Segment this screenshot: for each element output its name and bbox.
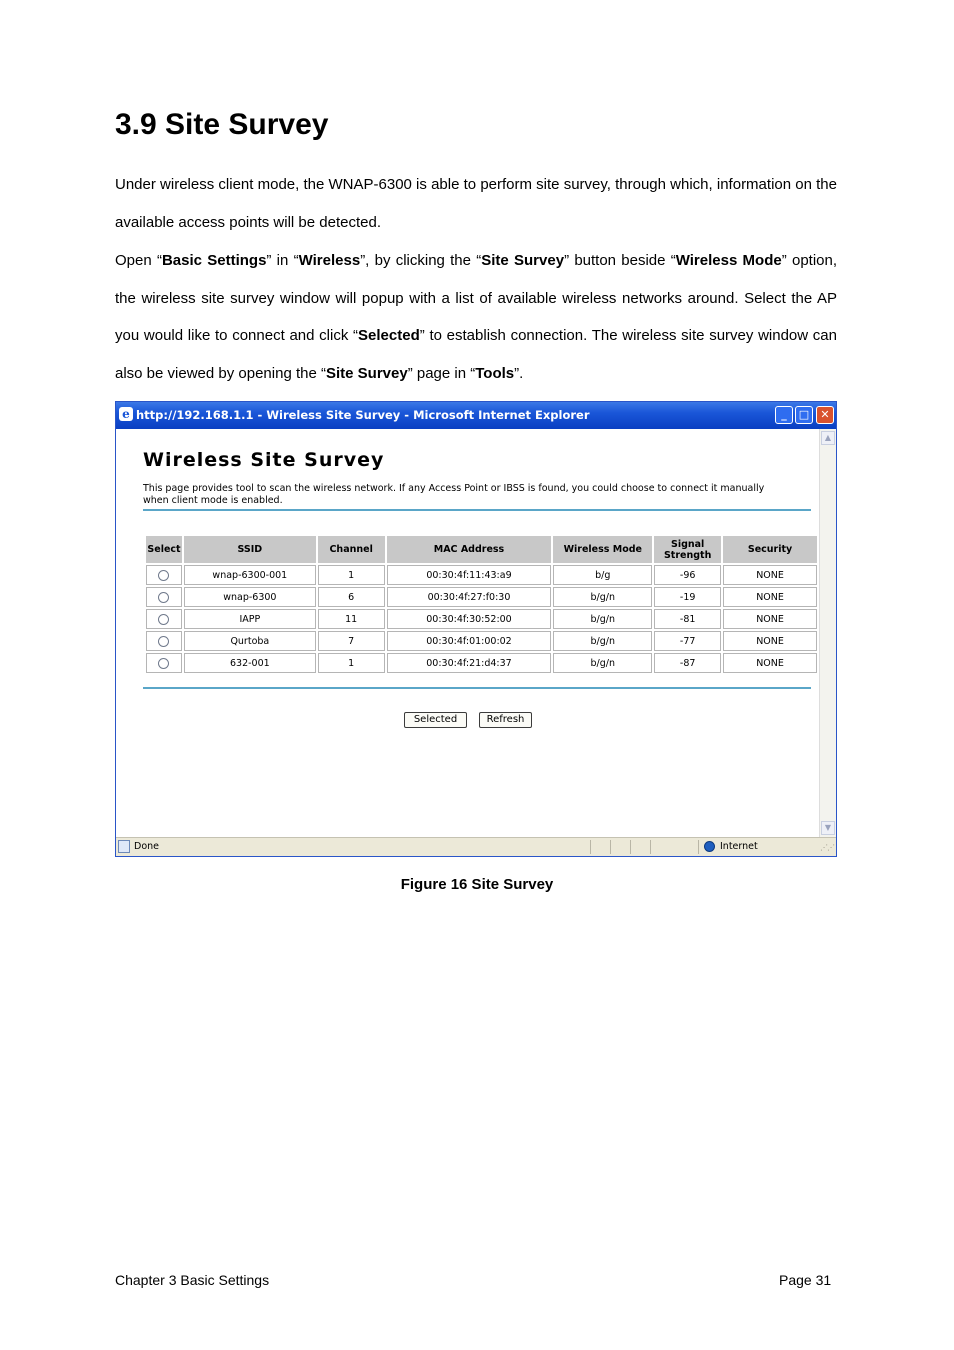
globe-icon [704,841,715,852]
survey-title: Wireless Site Survey [143,449,385,471]
page-icon [118,840,130,853]
select-radio[interactable] [158,570,169,581]
bold-wireless: Wireless [298,252,361,269]
minimize-button[interactable]: _ [775,406,793,424]
bold-site-survey-2: Site Survey [325,364,408,382]
security-cell: NONE [723,609,817,629]
survey-table [144,534,819,675]
mac-cell: 00:30:4f:30:52:00 [387,609,552,629]
scroll-up-icon[interactable]: ▲ [821,431,835,445]
bold-wireless-mode: Wireless Mode [675,252,782,269]
status-text: Done [134,841,159,852]
mode-cell: b/g [553,565,652,585]
table-row [146,653,817,673]
page-content [116,429,819,837]
browser-window-screenshot [115,401,837,857]
status-bar [116,837,836,856]
col-mac: MAC Address [387,536,552,563]
status-divider [610,840,611,854]
mac-cell: 00:30:4f:21:d4:37 [387,653,552,673]
bold-selected: Selected [358,327,420,344]
security-zone-text: Internet [720,841,758,852]
ssid-cell: wnap-6300-001 [184,565,316,585]
bold-site-survey: Site Survey [481,252,565,269]
mac-cell: 00:30:4f:01:00:02 [387,631,552,651]
table-row [146,609,817,629]
signal-cell: -19 [654,587,721,607]
select-cell [146,565,182,585]
ssid-cell: Qurtoba [184,631,316,651]
figure-caption: Figure 16 Site Survey [400,876,554,893]
table-row [146,565,817,585]
bold-basic-settings: Basic Settings [161,252,267,269]
mode-cell: b/g/n [553,587,652,607]
ssid-cell: IAPP [184,609,316,629]
channel-cell: 11 [318,609,385,629]
resize-grip-icon[interactable]: ⋰⋰ [820,843,834,852]
status-divider [650,840,651,854]
divider [143,687,811,689]
ssid-cell: wnap-6300 [184,587,316,607]
signal-cell: -77 [654,631,721,651]
select-radio[interactable] [158,592,169,603]
select-cell [146,587,182,607]
select-radio[interactable] [158,658,169,669]
survey-description: This page provides tool to scan the wireless network. If any Access Point or IBSS is found, you could choose to connect it manually when client mode is enabled. [143,483,765,506]
footer-page-number: Page 31 [779,1272,832,1288]
instructions-paragraph: Open “Basic Settings” in “Wireless”, by clicking the “Site Survey” button beside “Wireless Mode” option, the wireless site survey window will popup with a list of available wireless networks around. Select the AP you would like to connect and click “Selected” to establish connection. The wireless site survey window can also be viewed by opening the “Site Survey” page in “Tools”. [115,252,838,382]
signal-cell: -87 [654,653,721,673]
divider [143,509,811,511]
mode-cell: b/g/n [553,631,652,651]
channel-cell: 6 [318,587,385,607]
select-radio[interactable] [158,614,169,625]
status-divider [590,840,591,854]
table-header-row [146,536,817,563]
security-cell: NONE [723,587,817,607]
status-divider [630,840,631,854]
security-cell: NONE [723,565,817,585]
signal-cell: -96 [654,565,721,585]
col-select: Select [146,536,182,563]
col-security: Security [723,536,817,563]
refresh-button[interactable]: Refresh [479,712,532,728]
mac-cell: 00:30:4f:11:43:a9 [387,565,552,585]
footer-chapter: Chapter 3 Basic Settings [115,1272,270,1288]
col-wireless-mode: Wireless Mode [553,536,652,563]
mode-cell: b/g/n [553,609,652,629]
status-divider [698,840,699,854]
select-radio[interactable] [158,636,169,647]
channel-cell: 7 [318,631,385,651]
mac-cell: 00:30:4f:27:f0:30 [387,587,552,607]
channel-cell: 1 [318,565,385,585]
section-heading: 3.9 Site Survey [115,108,329,141]
window-title: http://192.168.1.1 - Wireless Site Survey - Microsoft Internet Explorer [136,408,590,422]
select-cell [146,609,182,629]
window-titlebar [116,402,836,429]
col-signal: Signal Strength [654,536,721,563]
select-cell [146,653,182,673]
vertical-scrollbar[interactable] [819,429,836,837]
mode-cell: b/g/n [553,653,652,673]
maximize-button[interactable]: □ [795,406,813,424]
scroll-down-icon[interactable]: ▼ [821,821,835,835]
table-row [146,631,817,651]
signal-cell: -81 [654,609,721,629]
ssid-cell: 632-001 [184,653,316,673]
close-button[interactable]: ✕ [816,406,834,424]
selected-button[interactable]: Selected [404,712,467,728]
channel-cell: 1 [318,653,385,673]
bold-tools: Tools [475,364,515,382]
col-channel: Channel [318,536,385,563]
ie-icon: e [119,407,133,421]
security-cell: NONE [723,653,817,673]
select-cell [146,631,182,651]
col-ssid: SSID [184,536,316,563]
security-cell: NONE [723,631,817,651]
table-row [146,587,817,607]
intro-paragraph: Under wireless client mode, the WNAP-6300 is able to perform site survey, through which, information on the available access points will be detected. [115,176,837,231]
